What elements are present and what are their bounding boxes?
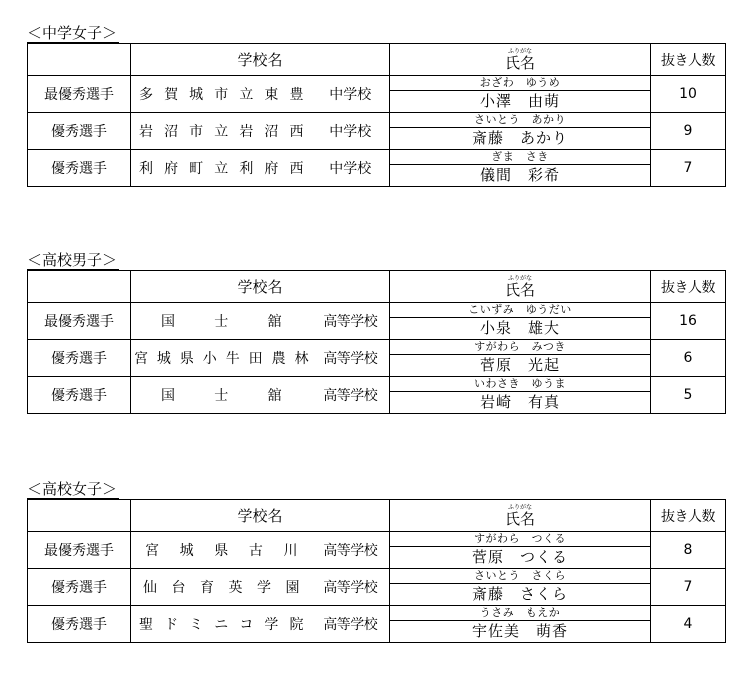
header-name	[390, 500, 651, 532]
name-kana-cell: ぎま さき	[390, 150, 651, 165]
school-type-cell: 高等学校	[312, 606, 390, 643]
header-name	[390, 44, 651, 76]
table-row	[28, 532, 726, 547]
name-cell: 岩崎 有真	[390, 392, 651, 414]
section-title: ＜高校女子＞	[27, 480, 118, 498]
header-rank	[28, 44, 131, 76]
header-name-ruby: ふりがな	[508, 275, 533, 282]
table-row	[28, 150, 726, 165]
school-name-cell: 国士舘	[131, 377, 312, 414]
name-kana-cell: すがわら みつき	[390, 340, 651, 355]
table-row	[28, 113, 726, 128]
school-type-cell: 高等学校	[312, 340, 390, 377]
section-title: ＜高校男子＞	[27, 251, 118, 269]
rank-cell: 最優秀選手	[28, 303, 131, 340]
name-kana-cell: うさみ もえか	[390, 606, 651, 621]
name-cell: 菅原 光起	[390, 355, 651, 377]
rank-cell: 最優秀選手	[28, 532, 131, 569]
school-name-cell: 国士舘	[131, 303, 312, 340]
table-row	[28, 377, 726, 392]
name-cell: 菅原 つくる	[390, 547, 651, 569]
rank-cell: 優秀選手	[28, 340, 131, 377]
rank-cell: 優秀選手	[28, 569, 131, 606]
rank-cell: 優秀選手	[28, 606, 131, 643]
name-kana-cell: さいとう さくら	[390, 569, 651, 584]
header-count: 抜き人数	[651, 44, 726, 76]
header-rank	[28, 500, 131, 532]
rank-cell: 優秀選手	[28, 113, 131, 150]
header-name-ruby: ふりがな	[508, 504, 533, 511]
school-type-cell: 中学校	[312, 76, 390, 113]
header-name-ruby: ふりがな	[508, 48, 533, 55]
name-kana-cell: おざわ ゆうめ	[390, 76, 651, 91]
header-school: 学校名	[131, 44, 390, 76]
school-name-cell: 多賀城市立東豊	[131, 76, 312, 113]
name-cell: 小泉 雄大	[390, 318, 651, 340]
section-junior-high-girls	[27, 23, 726, 187]
section-high-school-boys	[27, 250, 726, 414]
award-table	[27, 43, 726, 187]
count-cell: 9	[651, 113, 726, 150]
header-name-label: 氏名	[505, 281, 536, 299]
rank-cell: 優秀選手	[28, 377, 131, 414]
award-table	[27, 499, 726, 643]
header-count: 抜き人数	[651, 500, 726, 532]
count-cell: 6	[651, 340, 726, 377]
name-cell: 儀間 彩希	[390, 165, 651, 187]
school-type-cell: 高等学校	[312, 532, 390, 569]
school-name-cell: 利府町立利府西	[131, 150, 312, 187]
name-kana-cell: こいずみ ゆうだい	[390, 303, 651, 318]
school-name-cell: 岩沼市立岩沼西	[131, 113, 312, 150]
header-name-label: 氏名	[505, 54, 536, 72]
school-type-cell: 高等学校	[312, 303, 390, 340]
count-cell: 10	[651, 76, 726, 113]
header-rank	[28, 271, 131, 303]
table-row	[28, 569, 726, 584]
name-kana-cell: いわさき ゆうま	[390, 377, 651, 392]
table-row	[28, 303, 726, 318]
count-cell: 7	[651, 569, 726, 606]
section-title: ＜中学女子＞	[27, 24, 118, 42]
table-row	[28, 606, 726, 621]
count-cell: 8	[651, 532, 726, 569]
table-row	[28, 340, 726, 355]
header-name-label: 氏名	[505, 510, 536, 528]
school-type-cell: 高等学校	[312, 377, 390, 414]
school-name-cell: 仙台育英学園	[131, 569, 312, 606]
name-cell: 小澤 由萌	[390, 91, 651, 113]
rank-cell: 優秀選手	[28, 150, 131, 187]
header-name	[390, 271, 651, 303]
rank-cell: 最優秀選手	[28, 76, 131, 113]
school-name-cell: 宮城県小牛田農林	[131, 340, 312, 377]
school-type-cell: 高等学校	[312, 569, 390, 606]
count-cell: 7	[651, 150, 726, 187]
school-type-cell: 中学校	[312, 150, 390, 187]
name-kana-cell: さいとう あかり	[390, 113, 651, 128]
award-table	[27, 270, 726, 414]
name-cell: 斎藤 さくら	[390, 584, 651, 606]
count-cell: 16	[651, 303, 726, 340]
count-cell: 5	[651, 377, 726, 414]
table-row	[28, 76, 726, 91]
name-cell: 斎藤 あかり	[390, 128, 651, 150]
school-type-cell: 中学校	[312, 113, 390, 150]
header-count: 抜き人数	[651, 271, 726, 303]
header-school: 学校名	[131, 271, 390, 303]
school-name-cell: 宮城県古川	[131, 532, 312, 569]
count-cell: 4	[651, 606, 726, 643]
table-header-row	[28, 271, 726, 303]
table-header-row	[28, 44, 726, 76]
header-school: 学校名	[131, 500, 390, 532]
section-high-school-girls	[27, 479, 726, 643]
table-header-row	[28, 500, 726, 532]
school-name-cell: 聖ドミニコ学院	[131, 606, 312, 643]
name-kana-cell: すがわら つくる	[390, 532, 651, 547]
name-cell: 宇佐美 萌香	[390, 621, 651, 643]
